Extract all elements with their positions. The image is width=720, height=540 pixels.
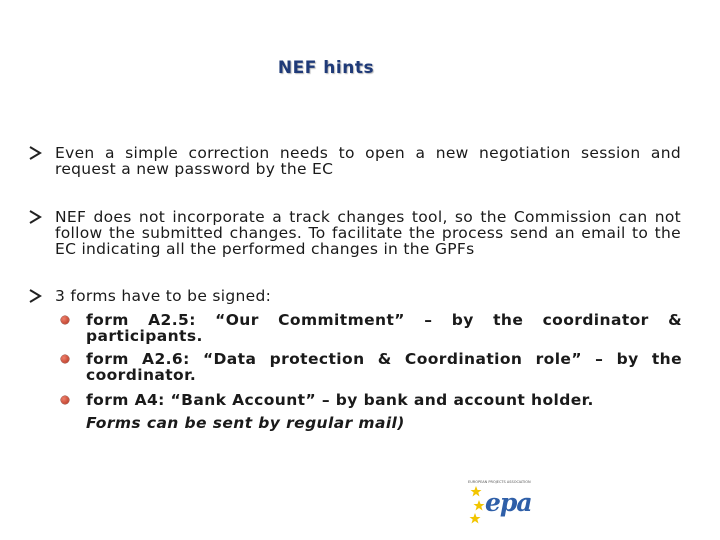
mail-note: Forms can be sent by regular mail) bbox=[86, 414, 405, 432]
arrow-bullet-icon bbox=[27, 145, 45, 161]
bullet-text: NEF does not incorporate a track changes tool, so the Commission can not follow the submitted changes. To facilitate the process send an email to the EC indicating all the performed changes in the GPFs bbox=[55, 208, 681, 258]
logo-text: epa bbox=[485, 488, 532, 517]
bullet-text: Even a simple correction needs to open a new negotiation session and request a new password by the EC bbox=[55, 144, 681, 178]
form-list-item bbox=[86, 312, 682, 344]
form-list-item bbox=[86, 351, 682, 383]
form-text: form A2.6: “Data protection & Coordination role” – by the coordinator. bbox=[86, 350, 682, 384]
arrow-bullet-icon bbox=[27, 288, 45, 304]
epa-logo bbox=[468, 480, 530, 528]
form-text: form A2.5: “Our Commitment” – by the coordinator & participants. bbox=[86, 311, 682, 345]
bullet-item bbox=[55, 145, 681, 177]
bullet-text: 3 forms have to be signed: bbox=[55, 287, 272, 305]
bullet-item bbox=[55, 209, 681, 257]
form-text: form A4: “Bank Account” – by bank and account holder. bbox=[86, 391, 594, 409]
arrow-bullet-icon bbox=[27, 209, 45, 225]
round-bullet-icon bbox=[61, 355, 69, 363]
round-bullet-icon bbox=[61, 396, 69, 404]
bullet-item bbox=[55, 288, 681, 304]
form-list-item bbox=[86, 392, 682, 408]
page-title: NEF hints bbox=[277, 58, 375, 78]
logo-caption: EUROPEAN PROJECTS ASSOCIATION bbox=[468, 480, 531, 484]
round-bullet-icon bbox=[61, 316, 69, 324]
